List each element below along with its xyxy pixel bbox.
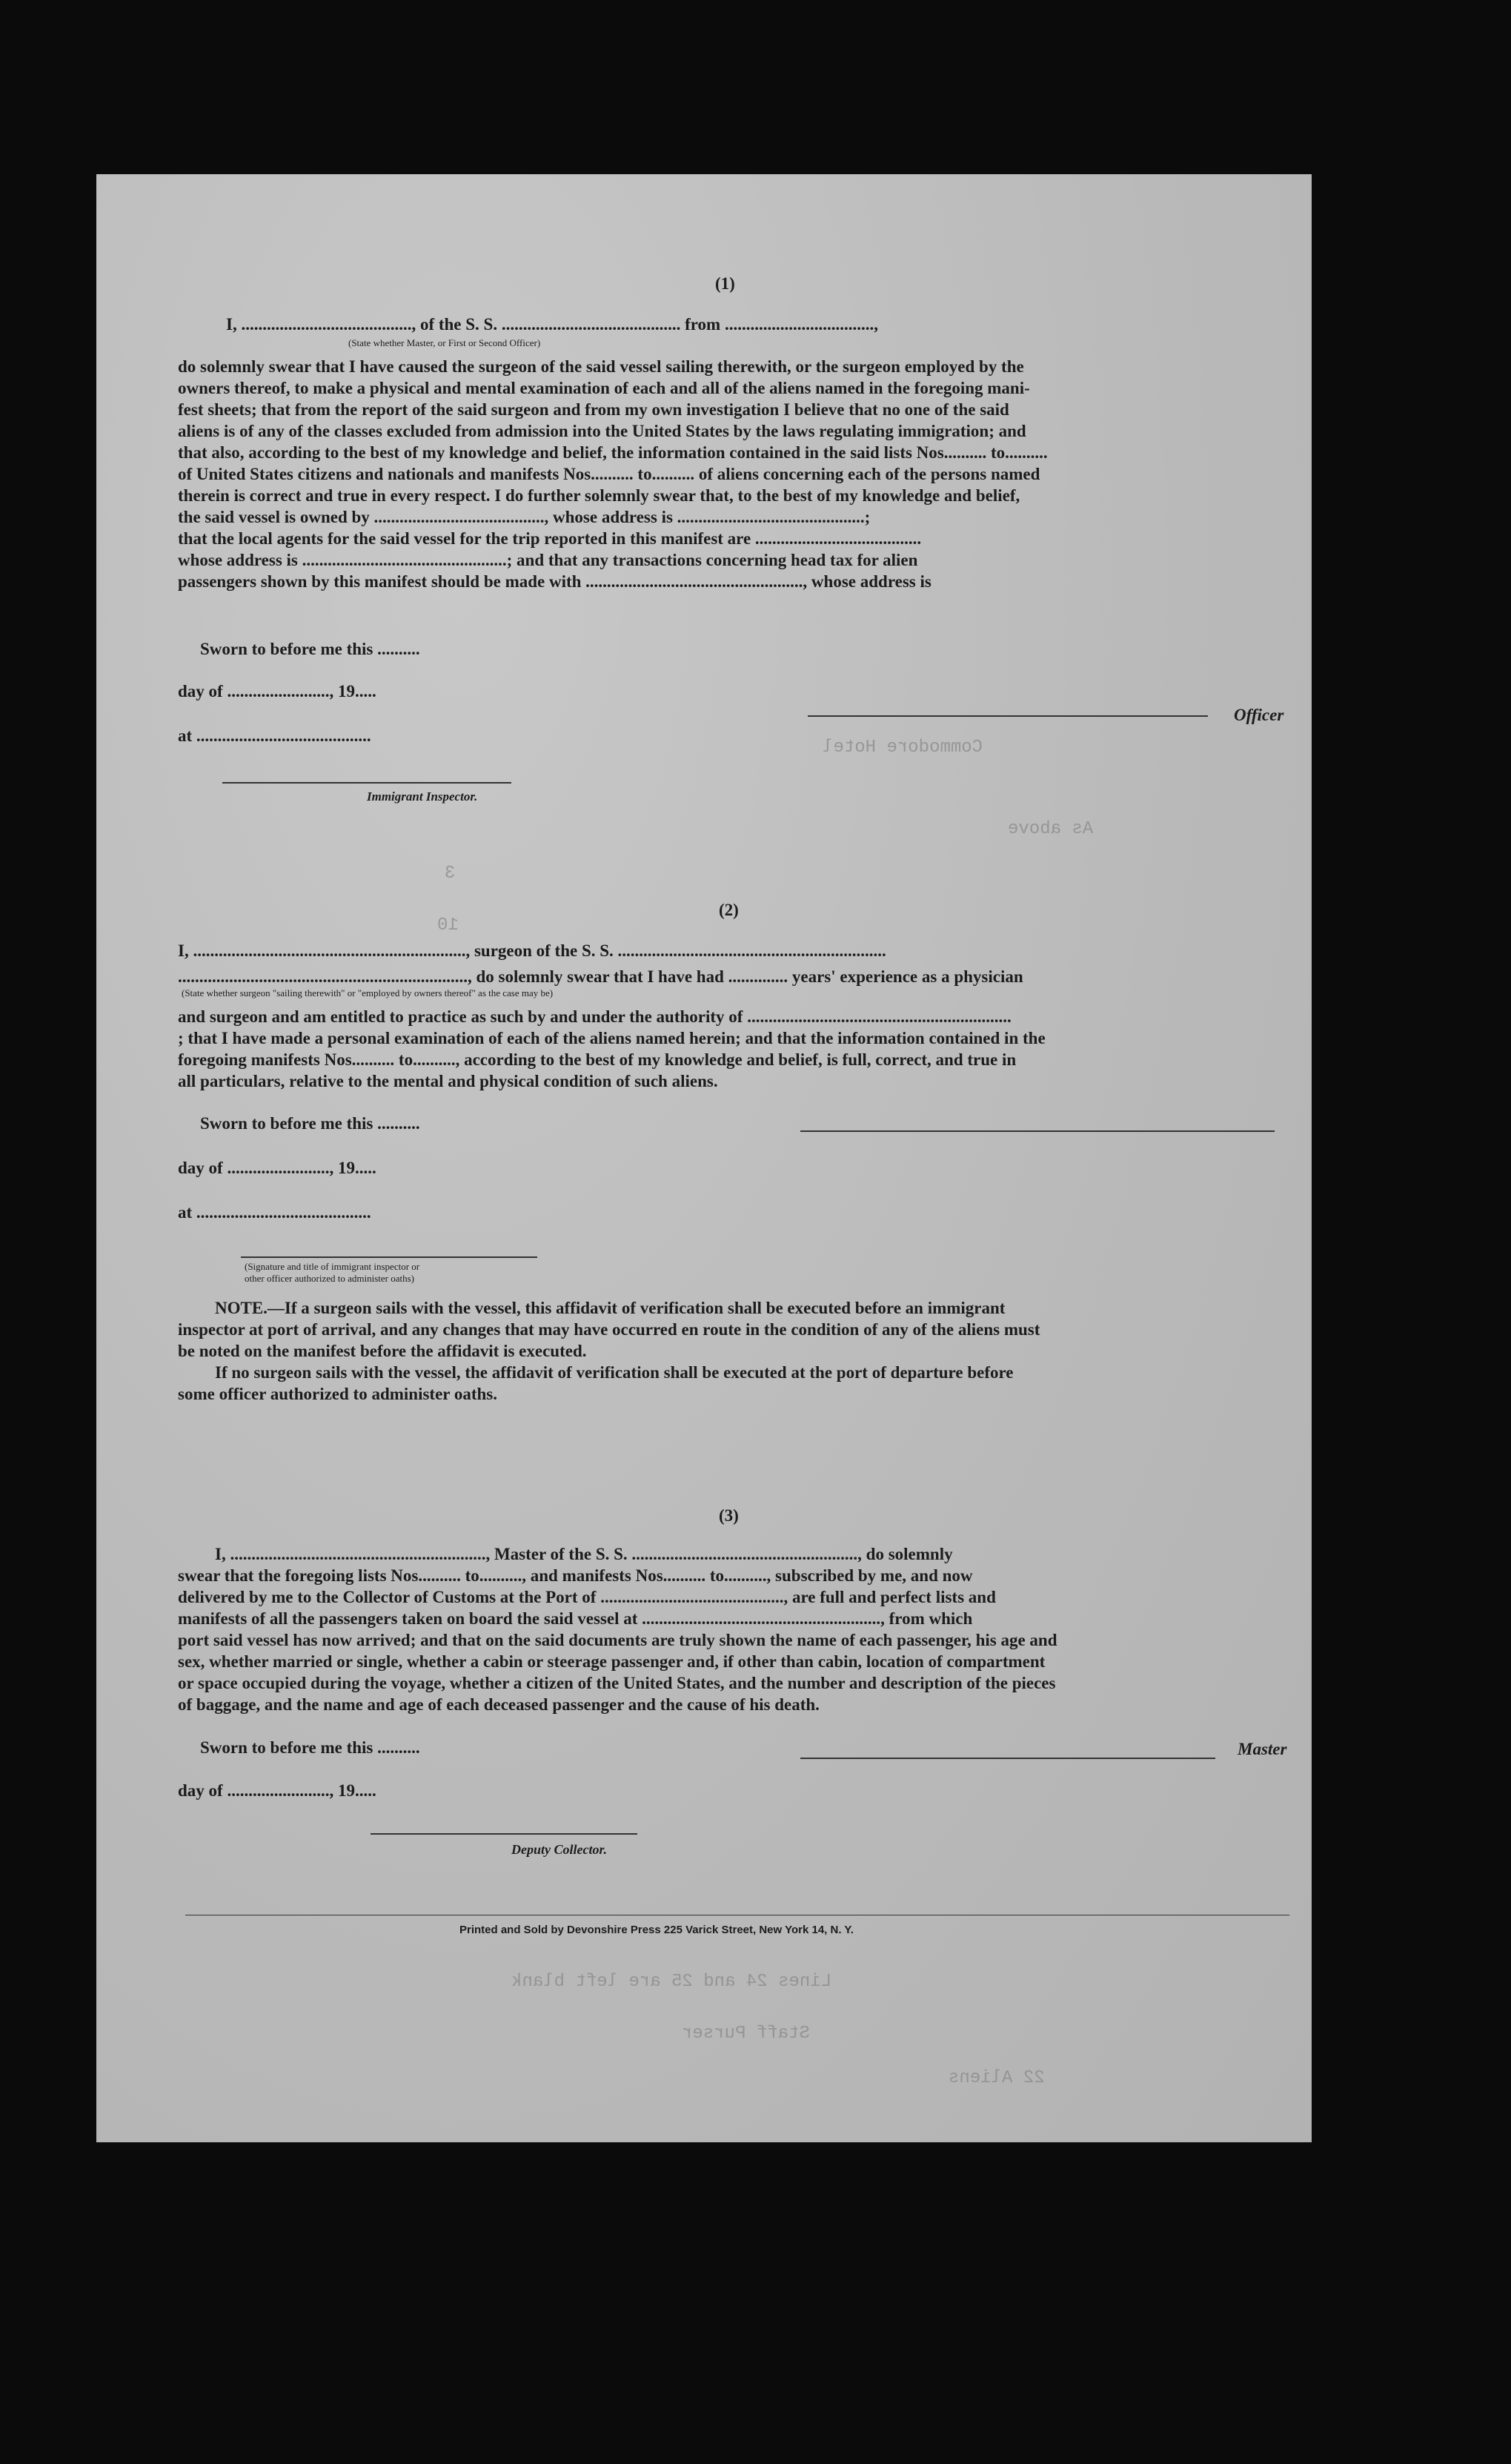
binder-hole xyxy=(1349,1927,1383,1961)
section-1-line: do solemnly swear that I have caused the surgeon of the said vessel sailing therewith, or the surgeon employed by the xyxy=(178,357,1024,376)
section-1-line1-note: (State whether Master, or First or Second Officer) xyxy=(348,337,541,348)
section-1-line: the said vessel is owned by ........................................, whose address is ............................................; xyxy=(178,508,871,526)
show-through-hotel: Commodore Hotel xyxy=(823,738,983,758)
section-3-line: I, ............................................................, Master of the S. S. ....................................................., do solemnly xyxy=(215,1545,953,1563)
section-1-line: aliens is of any of the classes excluded from admission into the United States by the laws regulating immigration; and xyxy=(178,422,1026,440)
section-2-line: all particulars, relative to the mental and physical condition of such aliens. xyxy=(178,1072,718,1090)
binder-hole xyxy=(1347,1883,1381,1917)
section-1-line: whose address is ................................................; and that any transactions concerning head tax for alien xyxy=(178,551,918,569)
section-1-line: that the local agents for the said vessel for the trip reported in this manifest are ....................................... xyxy=(178,529,922,548)
note-line: inspector at port of arrival, and any changes that may have occurred en route in the condition of any of the aliens must xyxy=(178,1320,1040,1339)
section-2-line1: I, ................................................................, surgeon of the S. S. ............................................................... xyxy=(178,941,886,960)
binder-hole xyxy=(1345,804,1379,838)
section-3-line: sex, whether married or single, whether a cabin or steerage passenger and, if other than cabin, location of compartment xyxy=(178,1652,1046,1671)
section-1-line: that also, according to the best of my knowledge and belief, the information contained in the said lists Nos.......... to.......... xyxy=(178,443,1048,462)
section-1-line: passengers shown by this manifest should be made with ..................................................., whose address is xyxy=(178,572,931,591)
collector-signature-line xyxy=(371,1833,637,1835)
section-3-day-of: day of ........................, 19..... xyxy=(178,1781,376,1800)
section-3-line: delivered by me to the Collector of Customs at the Port of ..........................................., are full and perfect lists and xyxy=(178,1588,996,1606)
binder-hole xyxy=(1343,219,1377,254)
section-2-note xyxy=(178,1297,1297,1405)
master-signature-line xyxy=(800,1758,1215,1759)
note-line: be noted on the manifest before the affidavit is executed. xyxy=(178,1342,587,1360)
section-2-number: (2) xyxy=(719,901,739,919)
section-3-body xyxy=(178,1543,1297,1715)
inspector-signature-line xyxy=(222,782,511,784)
authorized-officer-signature-line xyxy=(241,1256,537,1258)
binder-hole xyxy=(1349,1453,1383,1487)
section-1-line: therein is correct and true in every respect. I do further solemnly swear that, to the best of my knowledge and belief, xyxy=(178,486,1020,505)
section-2-line: ; that I have made a personal examination of each of the aliens named herein; and that the information contained in the xyxy=(178,1029,1046,1047)
show-through-ten: 10 xyxy=(437,915,459,935)
section-1-line: fest sheets; that from the report of the said surgeon and from my own investigation I believe that no one of the said xyxy=(178,400,1009,419)
show-through-purser: Staff Purser xyxy=(682,2024,810,2044)
section-3-line: port said vessel has now arrived; and that on the said documents are truly shown the name of each passenger, his age and xyxy=(178,1631,1057,1649)
show-through-aliens: 22 Aliens xyxy=(949,2068,1045,2088)
binder-hole xyxy=(1347,1127,1381,1161)
show-through-lines-blank: Lines 24 and 25 are left blank xyxy=(511,1972,832,1992)
section-2-line2-note: (State whether surgeon "sailing therewith" or "employed by owners thereof" as the case may be) xyxy=(182,987,554,998)
section-1-sworn: Sworn to before me this .......... xyxy=(200,640,420,658)
show-through-above: As above xyxy=(1008,819,1094,839)
binder-hole xyxy=(1344,374,1378,408)
signature-note-1: (Signature and title of immigrant inspector or xyxy=(245,1261,420,1272)
section-2-day-of: day of ........................, 19..... xyxy=(178,1159,376,1177)
section-2-sworn: Sworn to before me this .......... xyxy=(200,1114,420,1133)
section-1-body xyxy=(178,356,1297,592)
section-1-line: owners thereof, to make a physical and mental examination of each and all of the aliens named in the foregoing mani- xyxy=(178,379,1030,397)
section-1-number: (1) xyxy=(715,274,735,293)
section-2-line: foregoing manifests Nos.......... to.........., according to the best of my knowledge and belief, is full, correct, and true in xyxy=(178,1050,1017,1069)
section-3-line: of baggage, and the name and age of each deceased passenger and the cause of his death. xyxy=(178,1695,820,1714)
surgeon-signature-line xyxy=(800,1130,1275,1132)
note-line: NOTE.—If a surgeon sails with the vessel, this affidavit of verification shall be executed before an immigrant xyxy=(215,1299,1006,1317)
binder-hole xyxy=(1341,341,1375,375)
section-1-line: of United States citizens and nationals and manifests Nos.......... to.......... of aliens concerning each of the persons named xyxy=(178,465,1040,483)
officer-label: Officer xyxy=(1234,706,1284,724)
section-1-line1: I, ........................................, of the S. S. .......................................... from ..................................., xyxy=(226,315,878,334)
immigrant-inspector-label: Immigrant Inspector. xyxy=(367,789,478,804)
section-3-number: (3) xyxy=(719,1506,739,1525)
section-1-day-of: day of ........................, 19..... xyxy=(178,682,376,701)
section-3-line: manifests of all the passengers taken on board the said vessel at ........................................................, from which xyxy=(178,1609,973,1628)
section-2-line2: ...................................................................., do solemnly swear that I have had .............. years' experience as a physician xyxy=(178,967,1023,986)
officer-signature-line xyxy=(808,715,1208,717)
section-2-at: at ......................................... xyxy=(178,1203,371,1222)
section-3-sworn: Sworn to before me this .......... xyxy=(200,1738,420,1757)
note-line: If no surgeon sails with the vessel, the affidavit of verification shall be executed at the port of departure before xyxy=(215,1363,1014,1382)
section-1-at: at ......................................... xyxy=(178,726,371,745)
section-3-line: swear that the foregoing lists Nos.......... to.........., and manifests Nos.......... to.........., subscribed by me, and now xyxy=(178,1566,973,1585)
section-3-line: or space occupied during the voyage, whether a citizen of the United States, and the number and description of the pieces xyxy=(178,1674,1056,1692)
manifest-page xyxy=(96,174,1312,2142)
printer-imprint: Printed and Sold by Devonshire Press 225 Varick Street, New York 14, N. Y. xyxy=(459,1924,854,1936)
note-line: some officer authorized to administer oaths. xyxy=(178,1385,497,1403)
master-label: Master xyxy=(1238,1740,1287,1758)
section-2-body xyxy=(178,1006,1297,1092)
show-through-three: 3 xyxy=(445,864,456,884)
signature-note-2: other officer authorized to administer oaths) xyxy=(245,1273,414,1284)
section-2-line: and surgeon and am entitled to practice as such by and under the authority of .............................................................. xyxy=(178,1007,1012,1026)
deputy-collector-label: Deputy Collector. xyxy=(511,1842,607,1857)
